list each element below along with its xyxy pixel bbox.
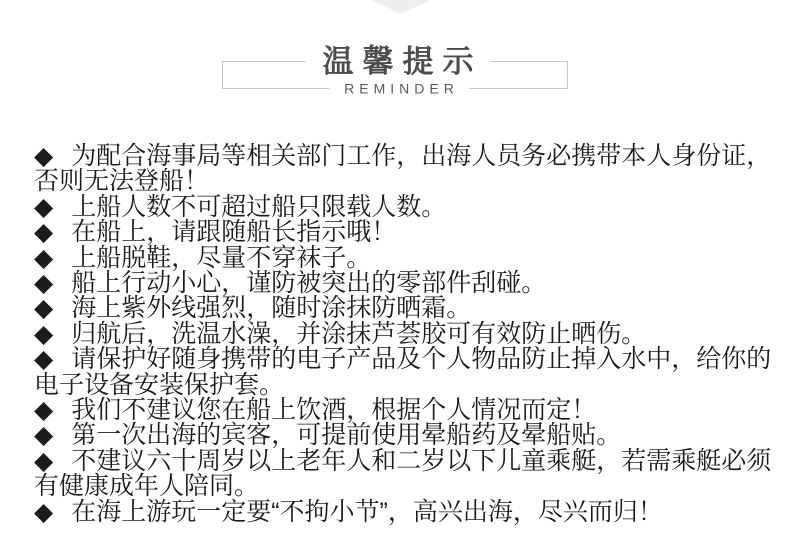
notice-item xyxy=(34,220,796,245)
notice-item-text: 船上行动小心，谨防被突出的零部件刮碰。 xyxy=(71,269,547,298)
page-title: 温馨提示 xyxy=(306,45,491,79)
notice-item-text: 上船人数不可超过船只限载人数。 xyxy=(71,192,447,221)
notice-item-text: 海上紫外线强烈，随时涂抹防晒霜。 xyxy=(71,294,472,323)
notice-item xyxy=(34,319,796,348)
diamond-bullet-icon: ◆ xyxy=(34,269,54,298)
notice-item-text: 我们不建议您在船上饮酒，根据个人情况而定！ xyxy=(71,396,597,425)
notice-item-text: 请保护好随身携带的电子产品及个人物品防止掉入水中，给你的电子设备安装保护套。 xyxy=(34,345,772,399)
notice-item xyxy=(34,271,796,296)
diamond-bullet-icon: ◆ xyxy=(34,218,54,247)
notice-item xyxy=(34,497,796,526)
notice-item xyxy=(34,192,796,221)
notice-item-text: 不建议六十周岁以上老年人和二岁以下儿童乘艇，若需乘艇必须有健康成年人陪同。 xyxy=(34,446,772,501)
notice-list xyxy=(34,144,796,525)
notice-item xyxy=(34,446,796,501)
diamond-bullet-icon: ◆ xyxy=(34,294,54,323)
notice-item-text: 为配合海事局等相关部门工作，出海人员务必携带本人身份证，否则无法登船！ xyxy=(34,142,772,196)
diamond-bullet-icon: ◆ xyxy=(34,243,54,272)
notice-item-text: 在海上游玩一定要“不拘小节”，高兴出海，尽兴而归！ xyxy=(71,497,663,526)
notice-item xyxy=(34,423,796,448)
notice-item xyxy=(34,243,796,272)
notice-item xyxy=(34,347,796,398)
notice-item-text: 第一次出海的宾客，可提前使用晕船药及晕船贴。 xyxy=(71,421,622,450)
diamond-bullet-icon: ◆ xyxy=(34,396,54,425)
notice-item-text: 在船上，请跟随船长指示哦！ xyxy=(71,218,397,247)
page-subtitle: REMINDER xyxy=(329,81,469,98)
diamond-bullet-icon: ◆ xyxy=(34,192,54,221)
notice-item-text: 归航后，洗温水澡，并涂抹芦荟胶可有效防止晒伤。 xyxy=(71,319,647,348)
diamond-bullet-icon: ◆ xyxy=(34,497,54,526)
notice-item xyxy=(34,296,796,321)
diamond-bullet-icon: ◆ xyxy=(34,319,54,348)
notice-item xyxy=(34,398,796,423)
notice-item-text: 上船脱鞋，尽量不穿袜子。 xyxy=(71,243,372,272)
diamond-bullet-icon: ◆ xyxy=(34,446,54,475)
notice-item xyxy=(34,144,796,195)
diamond-bullet-icon: ◆ xyxy=(34,142,54,170)
diamond-bullet-icon: ◆ xyxy=(34,345,54,374)
diamond-bullet-icon: ◆ xyxy=(34,421,54,450)
down-arrow-decoration-icon xyxy=(372,0,430,14)
